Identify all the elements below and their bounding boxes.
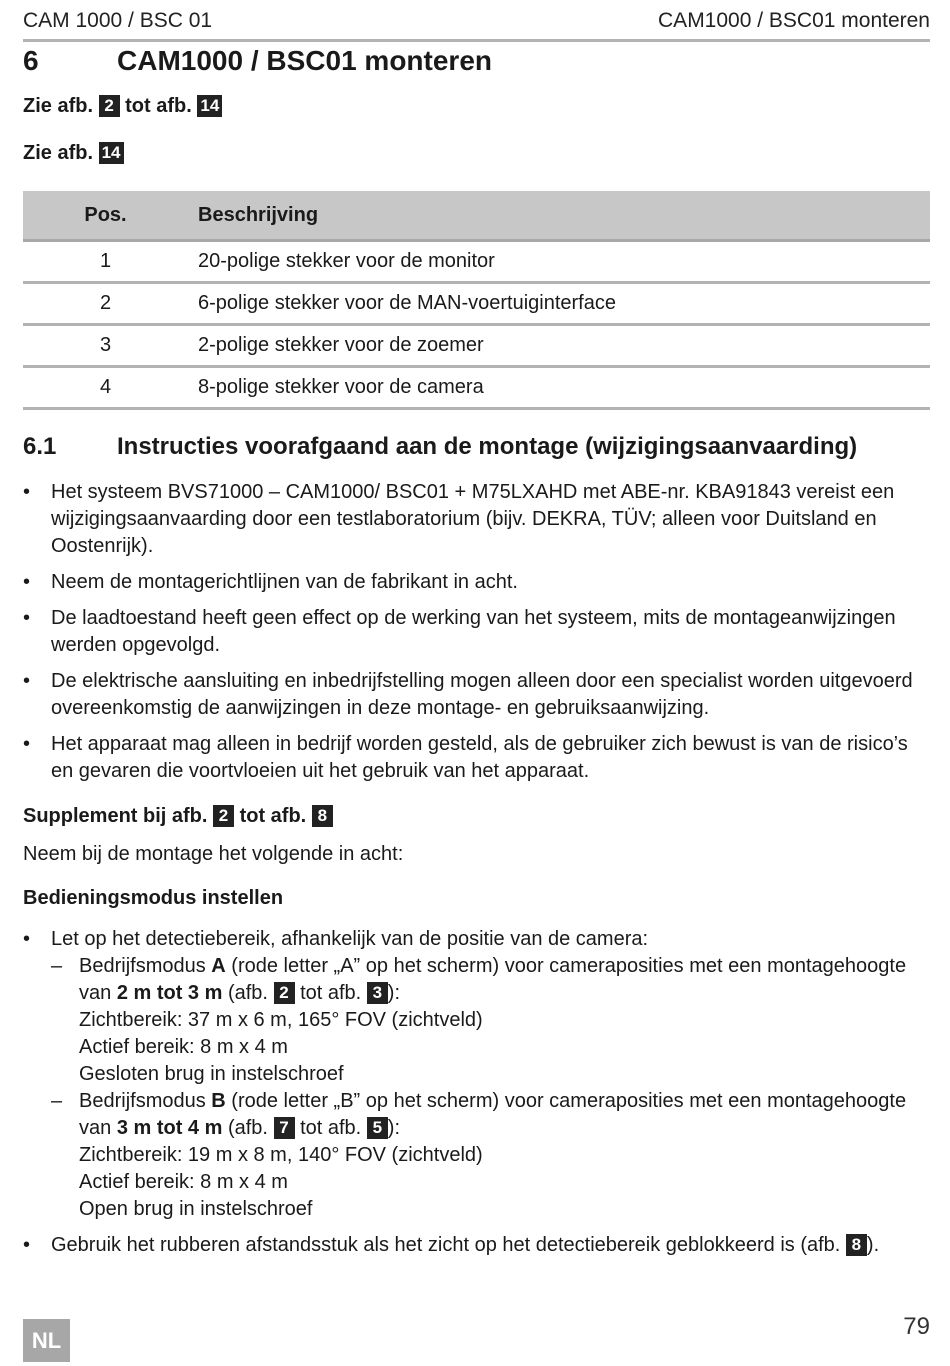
table-cell-pos: 1 [23, 241, 188, 283]
header-product: CAM 1000 / BSC 01 [23, 9, 213, 32]
figure-reference: Zie afb. 14 [23, 142, 124, 165]
figure-number-badge: 5 [367, 1117, 388, 1139]
list-item: • Het apparaat mag alleen in bedrijf worden gesteld, als de gebruiker zich bewust is van de risico’s en gevaren die voortvloeien uit het gebruik van het apparaat. [23, 731, 930, 785]
table-cell-description: 20-polige stekker voor de monitor [188, 241, 930, 283]
view-range: Zichtbereik: 19 m x 8 m, 140° FOV (zichtveld) [79, 1144, 483, 1166]
figure-number-badge: 2 [274, 982, 295, 1004]
instruction-list [23, 479, 930, 794]
figure-number-badge: 14 [197, 95, 222, 117]
manual-page [23, 0, 930, 1366]
running-header [23, 9, 930, 35]
section-number: 6 [23, 45, 39, 76]
section-title: CAM1000 / BSC01 monteren [117, 45, 493, 76]
table-cell-description: 8-polige stekker voor de camera [188, 367, 930, 409]
table-header-row [23, 191, 930, 241]
table-row [23, 325, 930, 367]
figure-number-badge: 3 [367, 982, 388, 1004]
bridge-setting: Open brug in instelschroef [79, 1198, 313, 1220]
table-cell-description: 2-polige stekker voor de zoemer [188, 325, 930, 367]
figure-number-badge: 8 [312, 805, 333, 827]
subsection-heading [23, 433, 857, 461]
column-header-description: Beschrijving [188, 191, 930, 241]
mode-a-item: – Bedrijfsmodus A (rode letter „A” op het scherm) voor cameraposities met een montagehoogte van 2 m tot 3 m (afb. 2 tot afb. 3 ): Zichtbereik: 37 m x 6 m, 165° FOV (zichtveld) Actief bereik: 8 m x 4 m Gesloten brug in instelschroef [51, 953, 930, 1088]
list-item: • Het systeem BVS71000 – CAM1000/ BSC01 + M75LXAHD met ABE-nr. KBA91843 vereist een wijzigingsaanvaarding door een testlaboratorium (bijv. DEKRA, TÜV; alleen voor Duitsland en Oostenrijk). [23, 479, 930, 560]
figure-number-badge: 7 [274, 1117, 295, 1139]
table-row [23, 241, 930, 283]
mode-list [23, 926, 930, 1268]
figure-reference: Zie afb. 2 tot afb. 14 [23, 95, 222, 118]
figure-number-badge: 2 [99, 95, 120, 117]
figure-number-badge: 14 [99, 142, 124, 164]
list-item: • Neem de montagerichtlijnen van de fabrikant in acht. [23, 569, 930, 596]
column-header-pos: Pos. [23, 191, 188, 241]
table-cell-pos: 3 [23, 325, 188, 367]
header-chapter: CAM1000 / BSC01 monteren [658, 9, 930, 32]
list-item: • De elektrische aansluiting en inbedrijfstelling mogen alleen door een specialist worden uitgevoerd overeenkomstig de aanwijzingen in deze montage- en gebruiksaanwijzing. [23, 668, 930, 722]
header-divider [23, 39, 930, 42]
table-row [23, 283, 930, 325]
mode-sublist [51, 953, 930, 1223]
supplement-heading: Supplement bij afb. 2 tot afb. 8 [23, 805, 333, 828]
table-cell-description: 6-polige stekker voor de MAN-voertuiginterface [188, 283, 930, 325]
language-badge: NL [23, 1319, 70, 1362]
list-item: • Let op het detectiebereik, afhankelijk van de positie van de camera: – Bedrijfsmodus A (rode letter „A” op het scherm) voor cameraposities met een montagehoogte van 2 m tot 3 m (afb. 2 tot afb. 3 ): Zichtbereik: 37 m x 6 m, 165° FOV (zichtveld) Actief bereik: 8 m x 4 m Gesloten brug in instelschroef – Bedrijfsmodus B (rode letter „B” op het scherm) voor cameraposities met een montagehoogte van 3 m tot 4 m (afb. 7 tot afb. 5 ): Zichtbereik: 19 m x 8 m, 140° FOV (zichtveld) Actief bereik: 8 m x 4 m Open brug in instelschroef [23, 926, 930, 1223]
table-row [23, 367, 930, 409]
supplement-text: Neem bij de montage het volgende in acht: [23, 843, 404, 865]
view-range: Zichtbereik: 37 m x 6 m, 165° FOV (zichtveld) [79, 1009, 483, 1031]
section-heading [23, 45, 492, 77]
figure-number-badge: 2 [213, 805, 234, 827]
list-item: • De laadtoestand heeft geen effect op de werking van het systeem, mits de montageanwijzingen werden opgevolgd. [23, 605, 930, 659]
table-cell-pos: 2 [23, 283, 188, 325]
active-range: Actief bereik: 8 m x 4 m [79, 1036, 288, 1058]
mode-b-item: – Bedrijfsmodus B (rode letter „B” op het scherm) voor cameraposities met een montagehoogte van 3 m tot 4 m (afb. 7 tot afb. 5 ): Zichtbereik: 19 m x 8 m, 140° FOV (zichtveld) Actief bereik: 8 m x 4 m Open brug in instelschroef [51, 1088, 930, 1223]
table-cell-pos: 4 [23, 367, 188, 409]
mode-heading: Bedieningsmodus instellen [23, 887, 284, 909]
bridge-setting: Gesloten brug in instelschroef [79, 1063, 344, 1085]
figure-number-badge: 8 [846, 1234, 867, 1256]
page-number: 79 [903, 1313, 930, 1340]
list-item: • Gebruik het rubberen afstandsstuk als het zicht op het detectiebereik geblokkeerd is (afb. 8 ). [23, 1232, 930, 1259]
connector-table [23, 191, 930, 410]
subsection-number: 6.1 [23, 433, 57, 460]
active-range: Actief bereik: 8 m x 4 m [79, 1171, 288, 1193]
subsection-title: Instructies voorafgaand aan de montage (wijzigingsaanvaarding) [117, 433, 858, 460]
